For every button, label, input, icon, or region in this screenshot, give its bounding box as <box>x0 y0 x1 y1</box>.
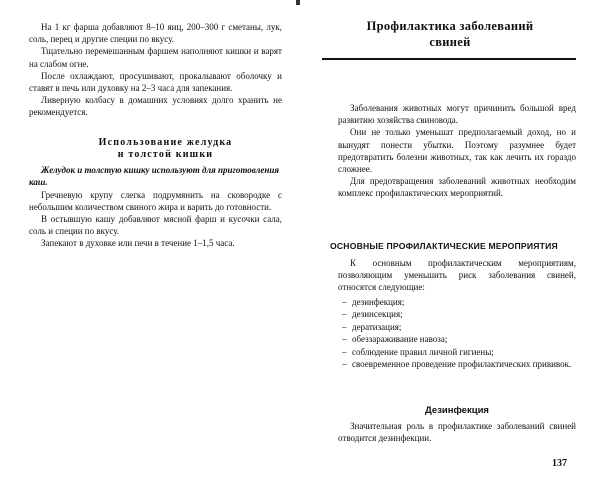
list-item: – дезинсекция; <box>342 309 403 320</box>
left-section-heading <box>29 137 282 161</box>
list-item: – своевременное проведение профилактических прививок. <box>342 359 572 370</box>
list-item-text: дезинсекция; <box>352 309 403 320</box>
intro-paragraph-2: Они не только уменьшат предполагаемый доход, но и вынудят понести убытки. Поэтому разумнее будет предотвратить болезни животных, так как лечить их гораздо сложнее. <box>338 127 576 175</box>
list-item: – обеззараживание навоза; <box>342 334 448 345</box>
left-paragraph-2: Тщательно перемешанным фаршем наполняют кишки и варят на слабом огне. <box>29 46 282 69</box>
left-paragraph-5: Гречневую крупу слегка подрумянить на сковородке с небольшим количеством свиного жира и варить до готовности. <box>29 189 282 212</box>
chapter-rule <box>322 58 576 60</box>
measures-block <box>338 257 576 371</box>
left-section-heading-line2: и толстой кишки <box>117 148 214 160</box>
left-paragraph-6: В остывшую кашу добавляют мясной фарш и кусочки сала, соль и специи по вкусу. <box>29 214 282 237</box>
list-item-text: обеззараживание навоза; <box>352 334 448 345</box>
page-number: 137 <box>552 458 567 469</box>
left-lead: Желудок и толстую кишку используют для приготовления каш. <box>29 164 279 187</box>
section-heading: ОСНОВНЫЕ ПРОФИЛАКТИЧЕСКИЕ МЕРОПРИЯТИЯ <box>330 241 558 251</box>
intro-paragraph-1: Заболевания животных могут причинить большой вред развитию хозяйства свиновода. <box>338 103 576 126</box>
list-item: – дератизация; <box>342 321 402 332</box>
disinfection-text: Значительная роль в профилактике заболеваний свиней отводится дезинфекции. <box>338 421 576 444</box>
intro-block <box>338 102 576 200</box>
chapter-title-line1: Профилактика заболеваний <box>366 19 534 33</box>
chapter-title <box>320 18 580 50</box>
list-item-text: дератизация; <box>352 321 402 332</box>
list-item-text: дезинфекция; <box>352 296 405 307</box>
list-item-text: своевременное проведение профилактических прививок. <box>352 359 572 370</box>
left-section-heading-line1: Использование желудка <box>98 136 233 148</box>
disinfection-block <box>338 420 576 444</box>
left-paragraph-4: Ливерную колбасу в домашних условиях долго хранить не рекомендуется. <box>29 95 282 118</box>
measures-list <box>338 296 576 371</box>
left-paragraph-3: После охлаждают, просушивают, прокалывают оболочку и ставят в печь или духовку на 2–3 часа для запекания. <box>29 70 282 94</box>
intro-paragraph-3: Для предотвращения заболеваний животных необходим комплекс профилактических мероприятий. <box>338 176 576 199</box>
subheading-disinfection: Дезинфекция <box>425 405 489 416</box>
left-page <box>0 0 298 497</box>
measures-intro: К основным профилактическим мероприятиям, позволяющим уменьшить риск заболевания свиней, относятся следующие: <box>338 258 576 293</box>
chapter-title-line2: свиней <box>429 35 471 49</box>
left-paragraph-7: Запекают в духовке или печи в течение 1–1,5 часа. <box>41 238 235 249</box>
left-paragraph-1: На 1 кг фарша добавляют 8–10 яиц, 200–300 г сметаны, лук, соль, перец и другие специи по вкусу. <box>29 22 282 45</box>
list-item: – дезинфекция; <box>342 296 405 307</box>
list-item: – соблюдение правил личной гигиены; <box>342 346 494 357</box>
list-item-text: соблюдение правил личной гигиены; <box>352 346 494 357</box>
